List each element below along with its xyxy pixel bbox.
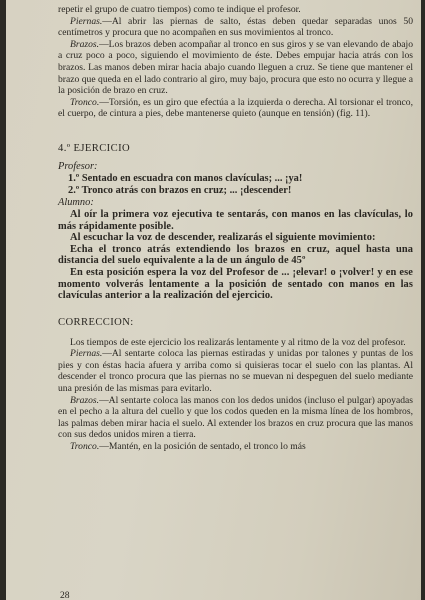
paragraph-continuation: repetir el grupo de cuatro tiempos) como te indique el profesor. xyxy=(58,4,301,15)
order-1: 1.º Sentado en escuadra con manos clavículas; ... ¡ya! xyxy=(68,172,303,184)
page-content xyxy=(58,4,413,453)
exercise-heading: 4.º EJERCICIO xyxy=(58,142,131,154)
correction-piernas: Piernas.—Al sentarte coloca las piernas estiradas y unidas por talones y puntas de los pies y con éstas hacia afuera y arriba como si quisieras tocar el suelo con las plantas. Al descender el tronco procura que las piernas no se muevan ni despeguen del suelo mediante una presión de las mismas para evitarlo. xyxy=(58,348,413,395)
alumno-paragraph-4: En esta posición espera la voz del Profesor de ... ¡elevar! o ¡volver! y en ese momento volverás lentamente a la posición de sentado con manos en las clavículas anterior a la realización del ejercicio. xyxy=(58,266,413,302)
order-2: 2.º Tronco atrás con brazos en cruz; ... ¡descender! xyxy=(68,184,292,196)
book-page xyxy=(6,0,421,600)
alumno-label: Alumno: xyxy=(58,196,94,208)
paragraph-piernas: Piernas.—Al abrir las piernas de salto, éstas deben quedar separadas unos 50 centímetros y procura que no acompañen en sus movimientos al tronco. xyxy=(58,15,413,39)
paragraph-brazos: Brazos.—Los brazos deben acompañar al tronco en sus giros y se van elevando de abajo a cruz poco a poco, siguiendo el movimiento de éste. Debes empujar hacia atrás con los brazos. Las manos deben mirar hacia abajo cuando lleguen a cruz. Se tiene que mantener el brazo que queda en el lado contrario al giro, muy bajo, procura que esto no ocurra y llegue a la posición de brazo en cruz. xyxy=(58,38,413,97)
correction-intro: Los tiempos de este ejercicio los realizarás lentamente y al ritmo de la voz del profesor. xyxy=(70,336,406,348)
alumno-paragraph-1: Al oír la primera voz ejecutiva te sentarás, con manos en las clavículas, lo más rápidamente posible. xyxy=(58,208,413,232)
alumno-paragraph-3: Echa el tronco atrás extendiendo los brazos en cruz, aquel hasta una distancia del suelo equivalente a la de un ángulo de 45º xyxy=(58,243,413,267)
correction-heading: CORRECCION: xyxy=(58,316,134,328)
paragraph-tronco: Tronco.—Torsión, es un giro que efectúa a la izquierda o derecha. Al torsionar el tronco, el cuerpo, de cintura a pies, debe mantenerse quieto (aunque en tensión) (fig. 11). xyxy=(58,96,413,120)
profesor-label: Profesor: xyxy=(58,160,98,172)
correction-brazos: Brazos.—Al sentarte coloca las manos con los dedos unidos (incluso el pulgar) apoyadas en el pecho a la altura del cuello y que los codos queden en la misma línea de los hombros, las palmas deben mirar hacia el suelo. Al extender los brazos en cruz procura que las manos con sus dedos unidos miren a tierra. xyxy=(58,394,413,441)
alumno-paragraph-2: Al escuchar la voz de descender, realizarás el siguiente movimiento: xyxy=(70,232,376,244)
page-number: 28 xyxy=(60,590,70,600)
correction-tronco: Tronco.—Mantén, en la posición de sentado, el tronco lo más xyxy=(70,441,306,453)
